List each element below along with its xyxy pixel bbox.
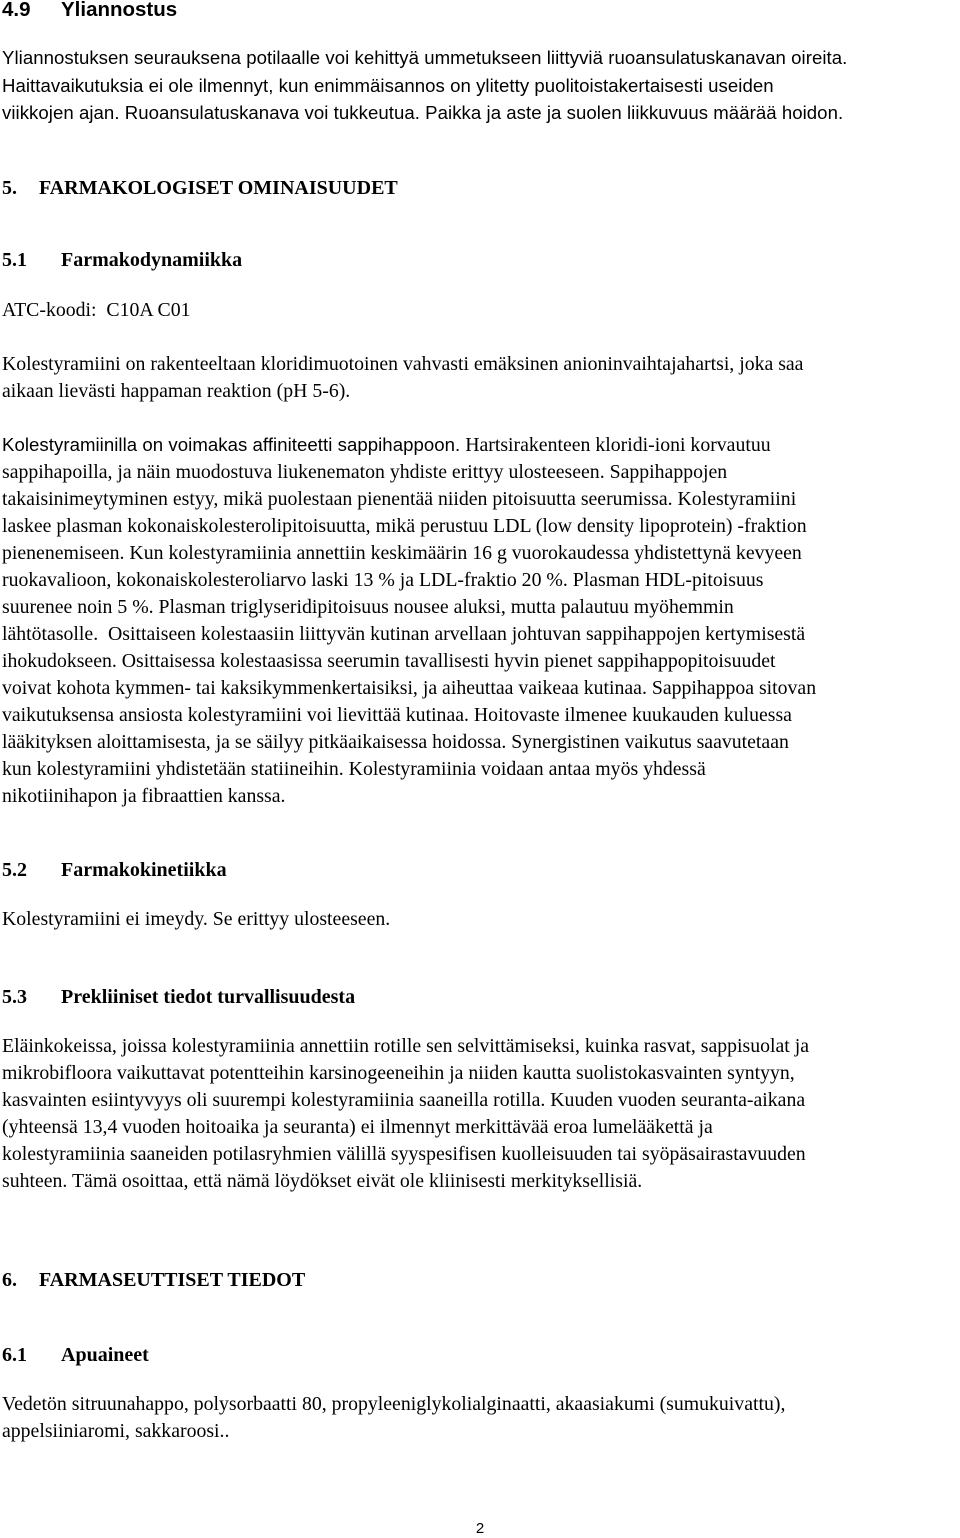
- paragraph-5-1-a: [2, 351, 956, 405]
- section-title: Farmakodynamiikka: [61, 249, 243, 271]
- section-number: 5.1: [2, 249, 27, 271]
- text-line: nikotiinihapon ja fibraattien kanssa.: [2, 785, 286, 807]
- section-title: FARMAKOLOGISET OMINAISUUDET: [39, 177, 398, 199]
- section-number: 5.3: [2, 986, 27, 1008]
- text-line: Haittavaikutuksia ei ole ilmennyt, kun enimmäisannos on ylitetty puolitoistakertaisesti useiden: [2, 74, 774, 96]
- text-line: suhteen. Tämä osoittaa, että nämä löydökset eivät ole kliinisesti merkityksellisiä.: [2, 1170, 643, 1192]
- section-number: 6.1: [2, 1344, 27, 1366]
- text-line: (yhteensä 13,4 vuoden hoitoaika ja seuranta) ei ilmennyt merkittävää eroa lumelääkettä ja: [2, 1116, 713, 1138]
- text-line: laskee plasman kokonaiskolesterolipitoisuutta, mikä perustuu LDL (low density lipoprotein) -fraktion: [2, 515, 807, 537]
- text-line: Yliannostuksen seurauksena potilaalle voi kehittyä ummetukseen liittyviä ruoansulatuskanavan oireita.: [2, 47, 848, 68]
- heading-6-1: [2, 1343, 956, 1367]
- text-line: ruokavalioon, kokonaiskolesteroliarvo laski 13 % ja LDL-fraktio 20 %. Plasman HDL-pitoisuus: [2, 569, 764, 591]
- section-number: 4.9: [2, 0, 31, 21]
- text-line: kun kolestyramiini yhdistetään statiineihin. Kolestyramiinia voidaan antaa myös yhdessä: [2, 758, 706, 780]
- heading-4-9: [2, 0, 956, 22]
- text-line: sappihapoilla, ja näin muodostuva liukenematon yhdiste erittyy ulosteeseen. Sappihappojen: [2, 461, 728, 483]
- heading-6: [2, 1268, 956, 1292]
- heading-5-3: [2, 985, 956, 1009]
- section-title: Prekliiniset tiedot turvallisuudesta: [61, 986, 356, 1008]
- text-line: vaikutuksensa ansiosta kolestyramiini voi lievittää kutinaa. Hoitovaste ilmenee kuukauden kuluessa: [2, 704, 792, 726]
- text-line: pienenemiseen. Kun kolestyramiinia annettiin keskimäärin 16 g vuorokaudessa yhdistettynä kevyeen: [2, 542, 802, 564]
- section-title: FARMASEUTTISET TIEDOT: [39, 1269, 306, 1291]
- text-line: Kolestyramiini on rakenteeltaan kloridimuotoinen vahvasti emäksinen anioninvaihtajahartsi, joka saa: [2, 353, 804, 375]
- text-line: mikrobifloora vaikuttavat potentteihin karsinogeeneihin ja niiden kautta suolistokasvainten syntyyn,: [2, 1062, 795, 1084]
- text-line: viikkojen ajan. Ruoansulatuskanava voi tukkeutua. Paikka ja aste ja suolen liikkuvuus määrää hoidon.: [2, 102, 844, 123]
- atc-code: ATC-koodi: C10A C01: [2, 299, 191, 321]
- section-title: Farmakokinetiikka: [61, 859, 227, 881]
- text-line: aikaan lievästi happaman reaktion (pH 5-6).: [2, 380, 351, 402]
- paragraph-6-1: [2, 1391, 956, 1445]
- paragraph-5-2: Kolestyramiini ei imeydy. Se erittyy ulosteeseen.: [2, 908, 391, 930]
- text-line: [2, 431, 956, 459]
- text-line: Eläinkokeissa, joissa kolestyramiinia annettiin rotille sen selvittämiseksi, kuinka rasvat, sappisuolat ja: [2, 1035, 810, 1057]
- text-line: voivat kohota kymmen- tai kaksikymmenkertaisiksi, ja aiheuttaa vaikeaa kutinaa. Sappihappoa sitovan: [2, 677, 817, 699]
- page-number: 2: [475, 1520, 485, 1537]
- paragraph-4-9: [2, 44, 956, 127]
- paragraph-5-3: [2, 1033, 956, 1195]
- text-line: ihokudokseen. Osittaisessa kolestaasissa seerumin tavallisesti hyvin pienet sappihappopitoisuudet: [2, 650, 776, 672]
- section-title: Apuaineet: [61, 1344, 149, 1366]
- text-line: appelsiiniaromi, sakkaroosi..: [2, 1420, 230, 1442]
- heading-5-2: [2, 858, 956, 882]
- section-number: 5.: [2, 177, 17, 199]
- section-title: Yliannostus: [61, 0, 178, 21]
- text-line: Vedetön sitruunahappo, polysorbaatti 80, propyleeniglykolialginaatti, akaasiakumi (sumukuivattu),: [2, 1393, 786, 1415]
- serif-sentence: Hartsirakenteen kloridi-ioni korvautuu: [460, 434, 771, 456]
- text-line: lähtötasolle. Osittaiseen kolestaasiin liittyvän kutinan arvellaan johtuvan sappihappojen kertymisestä: [2, 623, 806, 645]
- heading-5-1: [2, 248, 956, 272]
- text-line: takaisinimeytyminen estyy, mikä puolestaan pienentää niiden pitoisuutta seerumissa. Kolestyramiini: [2, 488, 797, 510]
- section-number: 6.: [2, 1269, 17, 1291]
- section-number: 5.2: [2, 859, 27, 881]
- text-line: lääkityksen aloittamisesta, ja se säilyy pitkäaikaisessa hoidossa. Synergistinen vaikutus saavutetaan: [2, 731, 789, 753]
- text-line: suurenee noin 5 %. Plasman triglyseridipitoisuus nousee aluksi, mutta palautuu myöhemmin: [2, 596, 734, 618]
- sans-sentence: Kolestyramiinilla on voimakas affiniteetti sappihappoon.: [2, 434, 461, 455]
- text-line: kolestyramiinia saaneiden potilasryhmien välillä syyspesifisen kuolleisuuden tai syöpäsairastavuuden: [2, 1143, 806, 1165]
- text-line: kasvainten esiintyvyys oli suurempi kolestyramiinia saaneilla rotilla. Kuuden vuoden seuranta-aikana: [2, 1089, 806, 1111]
- heading-5: [2, 176, 956, 200]
- paragraph-5-1-b: [2, 431, 956, 810]
